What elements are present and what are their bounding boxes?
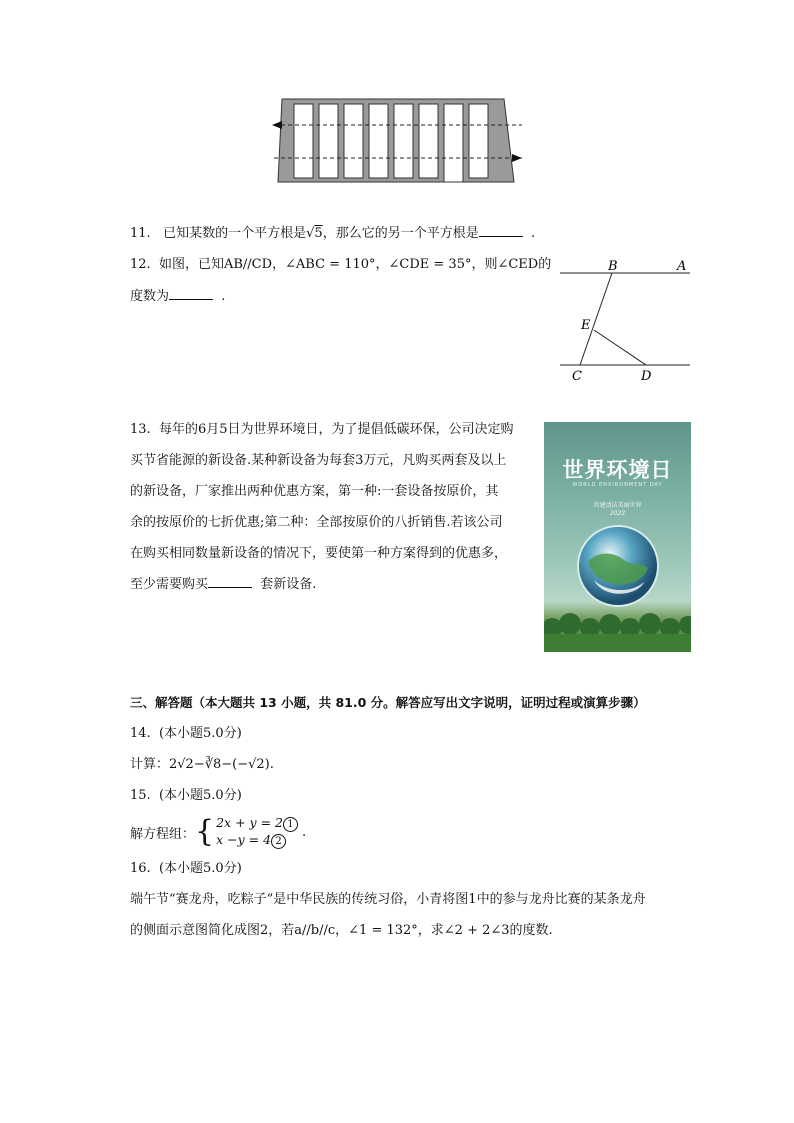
question-12-line1 [130,255,551,275]
section-3-title: 三、解答题（本大题共 13 小题，共 81.0 分。解答应写出文字说明，证明过程或演算步骤） [130,695,646,710]
question-text: 度数为 [130,289,170,304]
answer-blank [479,224,523,237]
question-text: 解方程组： [130,826,196,842]
question-13-line6 [130,575,316,595]
label-b: B [608,259,618,274]
question-number: 12. [130,257,151,272]
question-text: 买节省能源的新设备.某种新设备为每套3万元，凡购买两套及以上 [130,453,507,468]
label-a: A [677,259,687,274]
question-text-cont: ，那么它的另一个平方根是 [322,226,479,241]
question-text: 每年的6月5日为世界环境日，为了提倡低碳环保，公司决定购 [158,422,514,437]
question-number: 15. [130,788,151,803]
period: . [221,289,226,304]
question-12-line2 [130,287,225,307]
question-13-line4 [130,513,503,533]
equation-1 [216,815,298,832]
world-environment-day-poster [544,422,691,652]
question-text: 至少需要购买 [130,577,209,592]
boat-diagram [270,96,526,186]
answer-blank [208,575,252,588]
question-number: 11. [130,226,151,241]
poster-subtitle: WORLD ENVIRONMENT DAY [572,482,663,488]
circled-2-icon: 2 [271,834,286,849]
question-13-line3 [130,482,498,502]
poster-caption: 共建清洁美丽世界 [593,502,642,509]
question-number: 16. [130,861,151,876]
question-11 [130,224,535,244]
question-16-line2: 的侧面示意图简化成图2，若a//b//c，∠1 = 132°，求∠2 + 2∠3的度数. [130,923,553,938]
label-e: E [581,318,591,333]
label-c: C [572,369,582,384]
score-label: (本小题5.0分) [158,861,242,876]
equation-system [216,815,298,849]
question-14-header [130,724,242,744]
question-number: 13. [130,422,151,437]
circled-1-icon: 1 [283,817,298,832]
forest-trees-icon [544,612,691,652]
question-text: 如图，已知AB//CD，∠ABC = 110°，∠CDE = 35°，则∠CED的 [158,257,552,272]
geometry-figure [556,256,696,384]
equation-1-text: 2x + y = 2 [216,815,283,830]
question-13-line5 [130,544,507,564]
question-16-header [130,859,242,879]
question-text: 在购买相同数量新设备的情况下，要使第一种方案得到的优惠多， [130,546,508,561]
radicand: 5 [314,226,323,241]
question-number: 14. [130,726,151,741]
question-text-cont: 套新设备. [260,577,317,592]
sqrt-expression: √5 [306,226,323,241]
question-15-body [130,815,306,849]
period: . [301,824,307,840]
question-text: 余的按原价的七折优惠;第二种：全部按原价的八折销售.若该公司 [130,515,503,530]
segment-ed [594,330,646,365]
poster-title: 世界环境日 [562,458,673,482]
question-text: 的新设备，厂家推出两种优惠方案，第一种:一套设备按原价，其 [130,484,499,499]
question-16-line1: 端午节“赛龙舟，吃粽子”是中华民族的传统习俗，小青将图1中的参与龙舟比赛的某条龙舟 [130,892,646,907]
brace: { [195,814,215,849]
score-label: (本小题5.0分) [158,788,242,803]
question-14-body: 计算：2√2−∛8−(−√2). [130,757,274,772]
answer-blank [169,287,213,300]
question-15-header [130,786,242,806]
earth-globe-icon [574,522,662,610]
question-13-line2 [130,451,506,471]
equation-2-text: x −y = 4 [216,832,272,847]
label-d: D [641,369,652,384]
question-13-line1 [130,420,514,440]
poster-year: 2022 [609,510,626,517]
equation-2 [216,832,298,849]
score-label: (本小题5.0分) [158,726,242,741]
period: . [530,226,536,241]
question-text: 已知某数的一个平方根是 [163,226,307,241]
